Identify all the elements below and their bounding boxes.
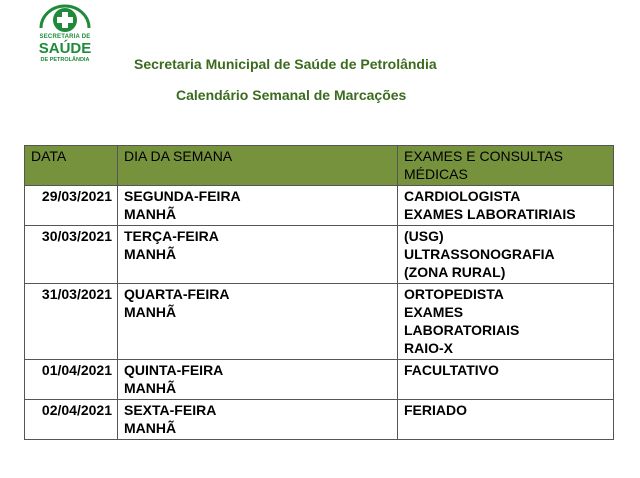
cell-exams [398, 284, 614, 360]
header-date: DATA [25, 146, 118, 186]
day-line: TERÇA-FEIRA [124, 228, 219, 244]
table-row [25, 186, 614, 226]
logo-line-3: DE PETROLÂNDIA [40, 57, 90, 63]
cell-date: 29/03/2021 [25, 186, 118, 226]
schedule-table [24, 145, 614, 440]
table-row [25, 360, 614, 400]
table-row [25, 226, 614, 284]
cell-day [118, 284, 398, 360]
cell-day [118, 226, 398, 284]
exam-line: CARDIOLOGISTA [404, 188, 521, 204]
cell-exams [398, 400, 614, 440]
exam-line: FACULTATIVO [404, 362, 499, 378]
day-line: MANHÃ [124, 380, 177, 396]
logo-line-1: SECRETARIA DE [39, 34, 91, 40]
exam-line: EXAMES [404, 304, 464, 320]
cell-day [118, 360, 398, 400]
header-exams: EXAMES E CONSULTAS MÉDICAS [398, 146, 614, 186]
page-title: Secretaria Municipal de Saúde de Petrolândia [134, 56, 437, 72]
cell-exams [398, 186, 614, 226]
cell-date: 01/04/2021 [25, 360, 118, 400]
day-line: SEGUNDA-FEIRA [124, 188, 241, 204]
exam-line: ORTOPEDISTA [404, 286, 504, 302]
day-line: MANHÃ [124, 304, 177, 320]
cell-date: 02/04/2021 [25, 400, 118, 440]
logo [30, 4, 100, 64]
cell-date: 30/03/2021 [25, 226, 118, 284]
exam-line: (USG) [404, 228, 444, 244]
exam-line: FERIADO [404, 402, 467, 418]
table-row [25, 400, 614, 440]
day-line: MANHÃ [124, 420, 177, 436]
health-cross-icon [37, 4, 93, 34]
day-line: MANHÃ [124, 206, 177, 222]
cell-exams [398, 360, 614, 400]
cell-day [118, 186, 398, 226]
table-row [25, 284, 614, 360]
exam-line: (ZONA RURAL) [404, 264, 506, 280]
cell-exams [398, 226, 614, 284]
page-subtitle: Calendário Semanal de Marcações [176, 87, 407, 103]
cell-day [118, 400, 398, 440]
exam-line: EXAMES LABORATIRIAIS [404, 206, 576, 222]
day-line: QUINTA-FEIRA [124, 362, 224, 378]
exam-line: LABORATORIAIS [404, 322, 520, 338]
header-day: DIA DA SEMANA [118, 146, 398, 186]
day-line: QUARTA-FEIRA [124, 286, 230, 302]
exam-line: ULTRASSONOGRAFIA [404, 246, 555, 262]
day-line: SEXTA-FEIRA [124, 402, 217, 418]
cell-date: 31/03/2021 [25, 284, 118, 360]
exam-line: RAIO-X [404, 340, 453, 356]
table-header-row [25, 146, 614, 186]
day-line: MANHÃ [124, 246, 177, 262]
logo-line-2: SAÚDE [38, 40, 92, 57]
